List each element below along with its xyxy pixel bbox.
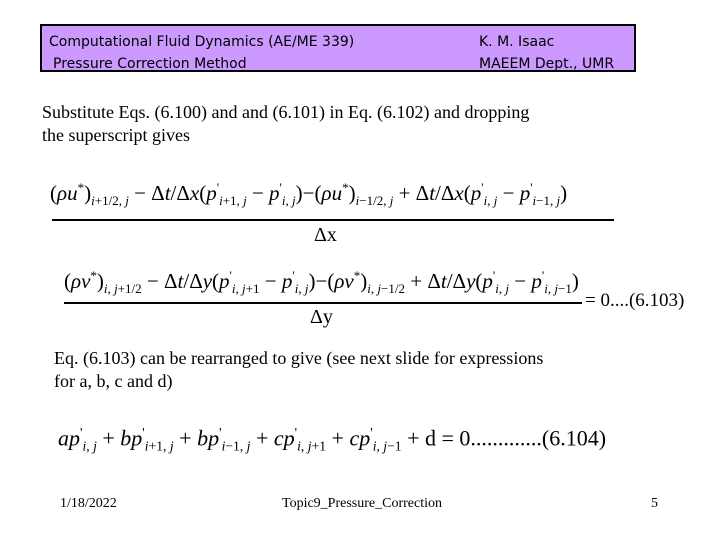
denominator-y: Δy (310, 306, 333, 328)
footer-date: 1/18/2022 (60, 496, 117, 511)
slide-header (40, 24, 636, 72)
equation-6-104: $ap'_{i, j} + bp'_{i+1, j} + bp'_{i-1, j} + cp'_{i, j+1} + cp'_{i, j-1} + d = 0.............(6.104)$ (58, 425, 607, 454)
intro-line-1: Substitute Eqs. (6.100) and and (6.101) in Eq. (6.102) and dropping (42, 102, 530, 122)
fraction-bar-y (64, 302, 582, 304)
fraction-bar-x (52, 219, 614, 221)
denominator-x: Δx (314, 224, 337, 246)
equation-6-104-tail: + d = 0.............(6.104) (407, 425, 607, 451)
topic-title: Pressure Correction Method (53, 56, 247, 72)
header-right (479, 31, 614, 75)
numerator-y: $(\rho v^*)_{i, j+1/2} - \Delta t/\Delta y(p'_{i, j+1} - p'_{i, j})-(\rho v^*)_{i, j-1/2} + \Delta t/\Delta y(p'_{i, j} - p'_{i, j-1})$ (64, 268, 579, 297)
numerator-x: $(\rho u^*)_{i+1/2, j} - \Delta t/\Delta x(p'_{i+1, j} - p'_{i, j})-(\rho u^*)_{i-1/2, j} + \Delta t/\Delta x(p'_{i, j} - p'_{i-1, j})$ (50, 180, 568, 209)
middle-line-1: Eq. (6.103) can be rearranged to give (see next slide for expressions (54, 348, 544, 368)
header-left (49, 31, 354, 75)
equation-rhs: = 0....(6.103) (585, 290, 685, 311)
middle-text (54, 347, 543, 393)
page-number: 5 (651, 496, 658, 511)
intro-text (42, 101, 529, 147)
department: MAEEM Dept., UMR (479, 56, 615, 72)
intro-line-2: the superscript gives (42, 125, 190, 145)
author-name: K. M. Isaac (479, 34, 555, 50)
course-title: Computational Fluid Dynamics (AE/ME 339) (49, 34, 355, 50)
middle-line-2: for a, b, c and d) (54, 371, 173, 391)
footer-file: Topic9_Pressure_Correction (282, 496, 442, 511)
